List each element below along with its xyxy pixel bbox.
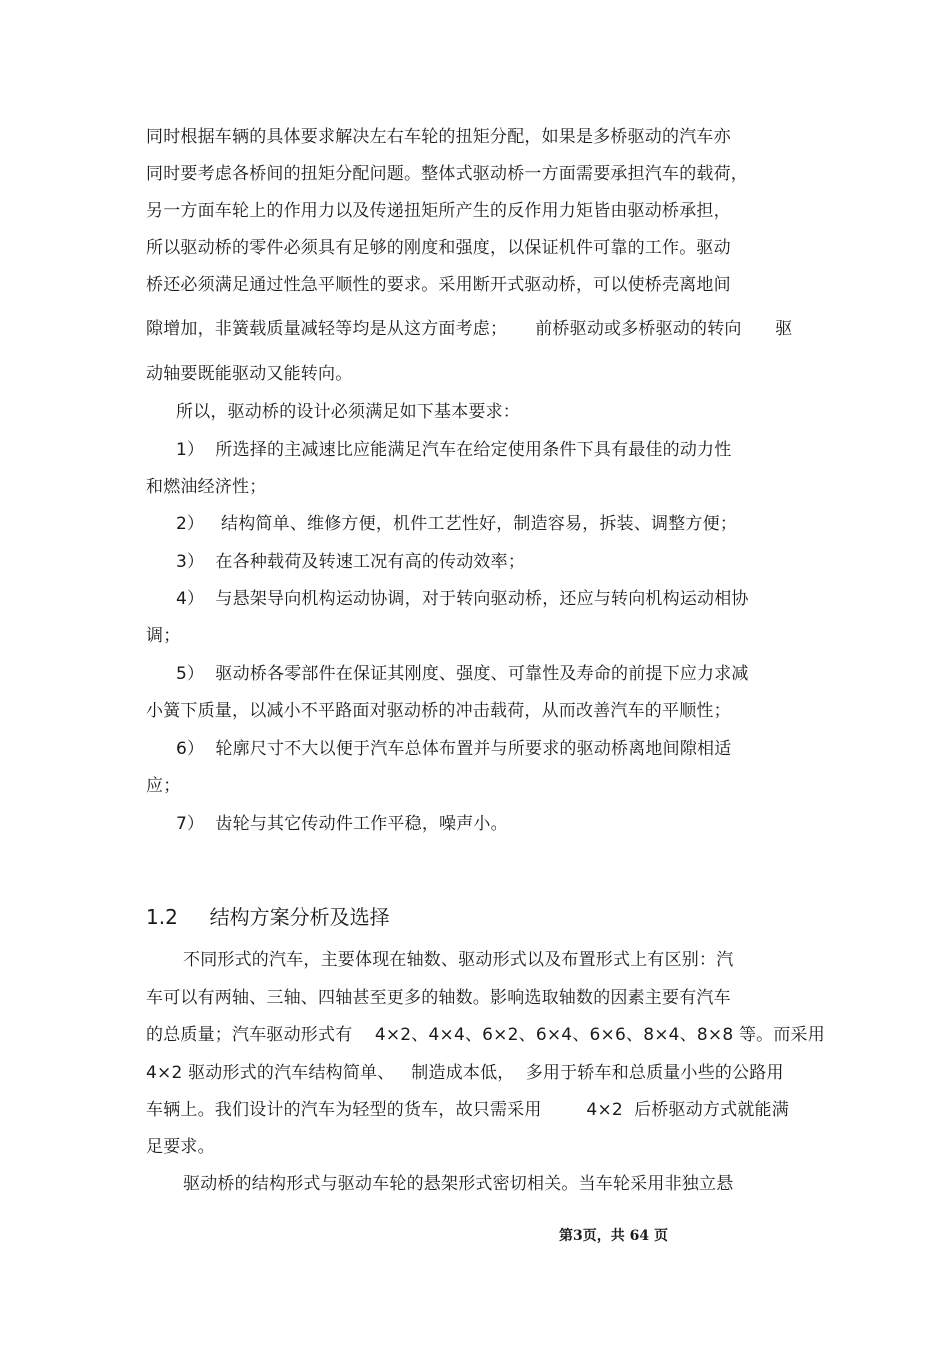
text-line: 驱动桥的结构形式与驱动车轮的悬架形式密切相关。当车轮采用非独立悬 <box>183 1174 734 1194</box>
text-line: 另一方面车轮上的作用力以及传递扭矩所产生的反作用力矩皆由驱动桥承担， <box>146 201 731 221</box>
text-line: 所以，驱动桥的设计必须满足如下基本要求： <box>176 402 520 422</box>
text-line: 同时根据车辆的具体要求解决左右车轮的扭矩分配，如果是多桥驱动的汽车亦 <box>146 127 731 147</box>
text-line: 动轴要既能驱动又能转向。 <box>146 364 353 384</box>
section-heading: 1.2 结构方案分析及选择 <box>146 905 390 929</box>
list-item: 6） 轮廓尺寸不大以便于汽车总体布置并与所要求的驱动桥离地间隙相适 <box>176 739 732 759</box>
text-line: 足要求。 <box>146 1137 215 1157</box>
text-line: 和燃油经济性； <box>146 477 267 497</box>
text-line: 不同形式的汽车，主要体现在轴数、驱动形式以及布置形式上有区别：汽 <box>183 950 734 970</box>
text-line: 4×2 驱动形式的汽车结构简单、 制造成本低， 多用于轿车和总质量小些的公路用 <box>146 1063 784 1083</box>
text-line: 的总质量；汽车驱动形式有 4×2、4×4、6×2、6×4、6×6、8×4、8×8 等。而采用 <box>146 1025 825 1045</box>
text-line: 隙增加，非簧载质量减轻等均是从这方面考虑； 前桥驱动或多桥驱动的转向 驱 <box>146 319 793 339</box>
list-item: 5） 驱动桥各零部件在保证其刚度、强度、可靠性及寿命的前提下应力求减 <box>176 664 749 684</box>
page-footer: 第3页，共 64 页 <box>559 1228 668 1244</box>
text-line: 应； <box>146 776 181 796</box>
text-line: 调； <box>146 626 181 646</box>
list-item: 7） 齿轮与其它传动件工作平稳，噪声小。 <box>176 814 508 834</box>
list-item: 2） 结构简单、维修方便，机件工艺性好，制造容易，拆装、调整方便； <box>176 514 738 534</box>
text-line: 小簧下质量，以减小不平路面对驱动桥的冲击载荷，从而改善汽车的平顺性； <box>146 701 731 721</box>
text-line: 桥还必须满足通过性急平顺性的要求。采用断开式驱动桥，可以使桥壳离地间 <box>146 275 731 295</box>
text-line: 所以驱动桥的零件必须具有足够的刚度和强度，以保证机件可靠的工作。驱动 <box>146 238 731 258</box>
list-item: 4） 与悬架导向机构运动协调，对于转向驱动桥，还应与转向机构运动相协 <box>176 589 749 609</box>
text-line: 车辆上。我们设计的汽车为轻型的货车，故只需采用 4×2 后桥驱动方式就能满 <box>146 1100 789 1120</box>
list-item: 1） 所选择的主减速比应能满足汽车在给定使用条件下具有最佳的动力性 <box>176 440 732 460</box>
text-line: 车可以有两轴、三轴、四轴甚至更多的轴数。影响选取轴数的因素主要有汽车 <box>146 988 731 1008</box>
list-item: 3） 在各种载荷及转速工况有高的传动效率； <box>176 552 526 572</box>
text-line: 同时要考虑各桥间的扭矩分配问题。整体式驱动桥一方面需要承担汽车的载荷， <box>146 164 748 184</box>
